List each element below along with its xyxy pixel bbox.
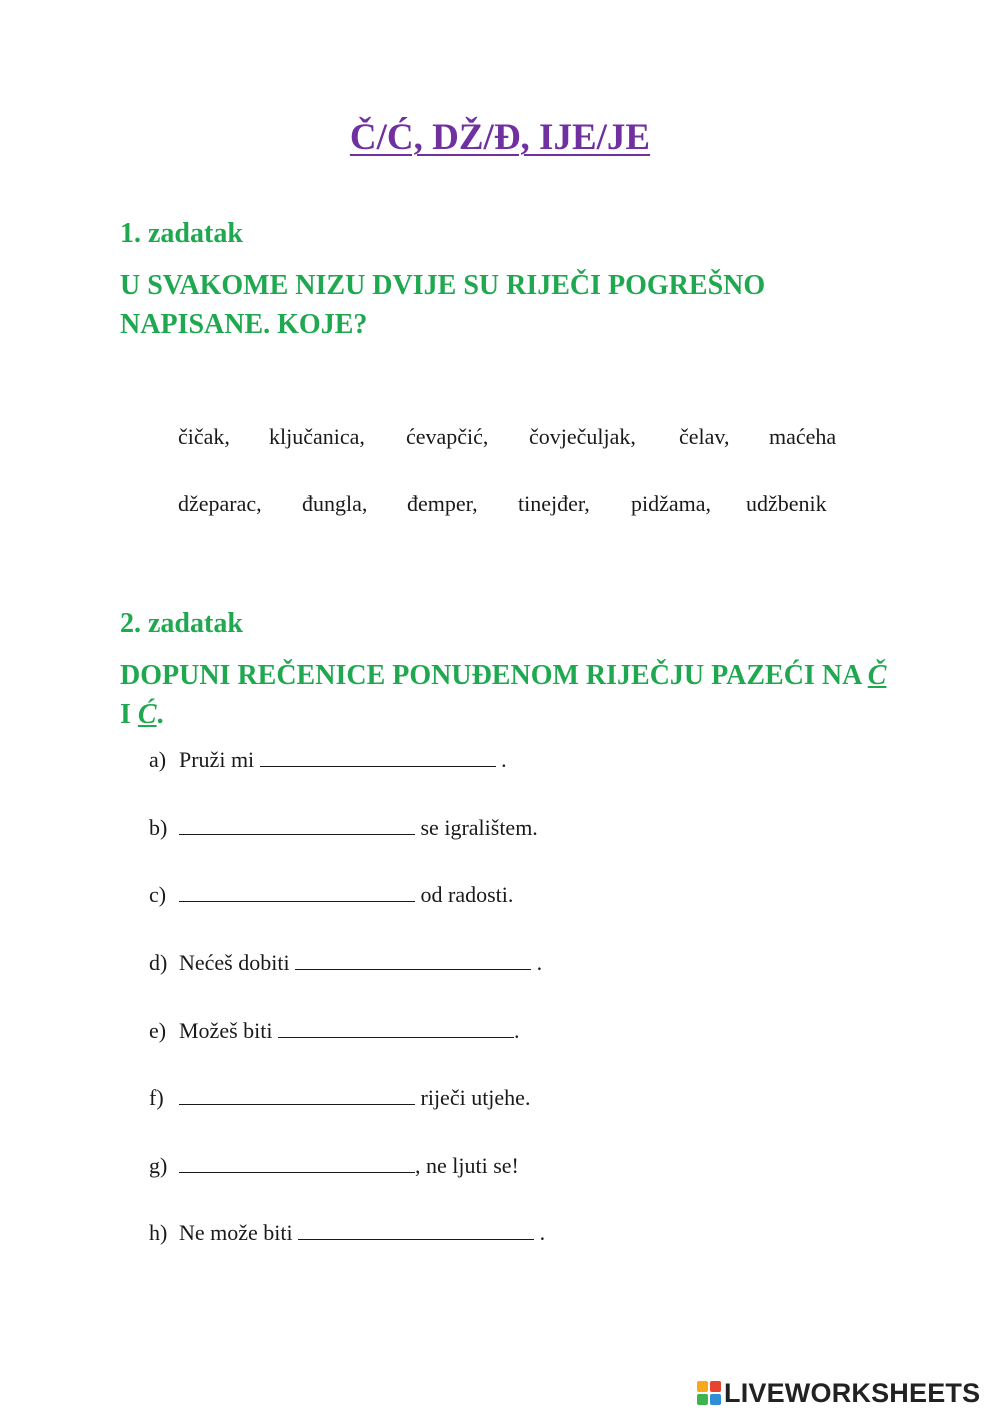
item-letter: e) xyxy=(149,1018,167,1043)
sentence-before: Ne može biti xyxy=(179,1220,299,1245)
word[interactable]: ključanica, xyxy=(269,424,365,449)
answer-blank[interactable] xyxy=(260,748,496,767)
item-letter: f) xyxy=(149,1085,164,1110)
word[interactable]: udžbenik xyxy=(746,491,827,516)
answer-blank[interactable] xyxy=(179,883,415,902)
item-letter: c) xyxy=(149,882,167,907)
instruction-connector: I xyxy=(120,699,138,730)
task1-heading: 1. zadatak xyxy=(120,218,243,249)
liveworksheets-logo[interactable] xyxy=(697,1378,980,1408)
task2-heading: 2. zadatak xyxy=(120,608,243,639)
answer-blank[interactable] xyxy=(298,1221,534,1240)
letter-c-acute: Ć xyxy=(137,699,157,730)
page-title: Č/Ć, DŽ/Đ, IJE/JE xyxy=(349,117,651,158)
instruction-text: DOPUNI REČENICE PONUĐENOM RIJEČJU PAZEĆI NA xyxy=(120,660,868,691)
word[interactable]: čovječuljak, xyxy=(529,424,636,449)
task1-instruction: U SVAKOME NIZU DVIJE SU RIJEČI POGREŠNO NAPISANE. KOJE? xyxy=(120,270,766,340)
item-letter: h) xyxy=(149,1220,168,1245)
word[interactable]: maćeha xyxy=(769,424,837,449)
answer-blank[interactable] xyxy=(179,816,415,835)
sentence-d xyxy=(149,950,542,976)
word[interactable]: čičak, xyxy=(178,424,230,449)
sentence-after: . xyxy=(495,747,507,772)
logo-text: LIVEWORKSHEETS xyxy=(724,1377,981,1408)
sentence-a xyxy=(149,747,507,773)
sentence-after: riječi utjehe. xyxy=(415,1085,531,1110)
logo-square xyxy=(710,1394,721,1405)
word[interactable]: tinejđer, xyxy=(518,491,590,516)
sentence-c xyxy=(149,882,513,908)
logo-square xyxy=(697,1394,708,1405)
sentence-before: Nećeš dobiti xyxy=(179,950,296,975)
answer-blank[interactable] xyxy=(278,1019,514,1038)
word[interactable]: čelav, xyxy=(679,424,730,449)
sentence-after: se igralištem. xyxy=(415,815,538,840)
logo-squares-icon xyxy=(697,1381,721,1405)
sentence-before: Možeš biti xyxy=(179,1018,278,1043)
word[interactable]: đemper, xyxy=(407,491,478,516)
answer-blank[interactable] xyxy=(179,1154,415,1173)
word[interactable]: đungla, xyxy=(302,491,368,516)
item-letter: b) xyxy=(149,815,168,840)
answer-blank[interactable] xyxy=(295,951,531,970)
instruction-period: . xyxy=(156,699,164,730)
sentence-after: . xyxy=(514,1018,520,1043)
item-letter: a) xyxy=(149,747,167,772)
sentence-after: . xyxy=(534,1220,546,1245)
sentence-f xyxy=(149,1085,530,1111)
letter-c-caron: Č xyxy=(867,660,887,691)
word[interactable]: pidžama, xyxy=(631,491,712,516)
task2-instruction xyxy=(120,656,900,734)
logo-square xyxy=(697,1381,708,1392)
logo-square xyxy=(710,1381,721,1392)
sentence-g xyxy=(149,1153,519,1179)
sentence-after: od radosti. xyxy=(415,882,514,907)
sentence-e xyxy=(149,1018,520,1044)
sentence-b xyxy=(149,815,538,841)
word[interactable]: ćevapčić, xyxy=(406,424,489,449)
sentence-h xyxy=(149,1220,545,1246)
sentence-after: . xyxy=(531,950,543,975)
word[interactable]: džeparac, xyxy=(178,491,262,516)
item-letter: g) xyxy=(149,1153,168,1178)
sentence-after: , ne ljuti se! xyxy=(415,1153,519,1178)
sentence-before: Pruži mi xyxy=(179,747,260,772)
item-letter: d) xyxy=(149,950,168,975)
answer-blank[interactable] xyxy=(179,1086,415,1105)
